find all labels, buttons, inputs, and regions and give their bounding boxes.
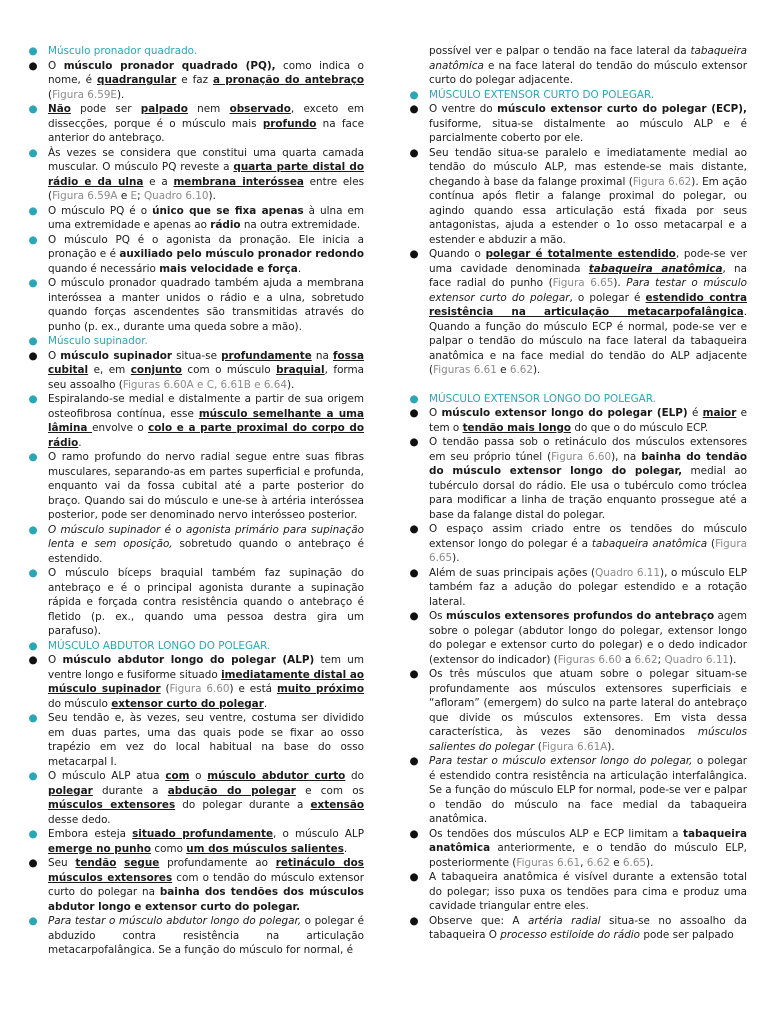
bullet-icon: ● <box>28 857 38 869</box>
spacer <box>409 378 747 392</box>
bullet-icon: ● <box>28 204 38 217</box>
bullet-icon: ● <box>28 45 38 57</box>
heading-extensor-longo: ● MÚSCULO EXTENSOR LONGO DO POLEGAR. <box>409 392 656 405</box>
bullet-icon: ● <box>28 59 38 72</box>
left-column <box>28 44 364 958</box>
bullet-icon: ● <box>28 567 38 579</box>
list-item: ● Além de suas principais ações (Quadro 6.11), o músculo ELP também faz a adução do polegar estendido e a rotação lateral. <box>409 566 748 608</box>
bullet-icon: ● <box>28 523 38 536</box>
bullet-icon: ● <box>409 668 419 680</box>
list-item: ● Seu tendão situa-se paralelo e imediatamente medial ao tendão do músculo ALP, mas estende-se mais distante, chegando à base da falange proximal (Figura 6.62). Em ação contínua após fletir a falange proximal do polegar, ou agindo quando essa articulação está fixada por seus antagonistas, ajuda a estender o 1o osso metacarpal e a estender e abduzir a mão. <box>409 146 747 246</box>
list-item: ● Os três músculos que atuam sobre o polegar situam-se profundamente aos músculos extensores superficiais e “afloram” (emergem) do sulco na parte lateral do antebraço que divide os músculos extensores. Em vista dessa característica, às vezes são denominados músculos salientes do polegar (Figura 6.61A). <box>409 668 747 753</box>
bullet-icon: ● <box>409 827 419 840</box>
bullet-icon: ● <box>28 451 38 463</box>
bullet-icon: ● <box>28 828 38 840</box>
list-item: ● O músculo supinador é o agonista primário para supinação lenta e sem oposição, sobretudo quando o antebraço é estendido. <box>28 523 364 565</box>
list-item: ● O músculo pronador quadrado (PQ), como indica o nome, é quadrangular e faz a pronação do antebraço (Figura 6.59E). <box>28 59 365 101</box>
list-item: ● O ventre do músculo extensor curto do polegar (ECP), fusiforme, situa-se distalmente ao músculo ALP e é parcialmente coberto por ele. <box>409 103 747 144</box>
heading-supinador: ● Músculo supinador. <box>28 335 148 347</box>
bullet-icon: ● <box>28 654 38 666</box>
list-item: ● Às vezes se considera que constitui uma quarta camada muscular. O músculo PQ reveste a quarta parte distal do rádio e da ulna e a membrana interóssea entre eles (Figura 6.59A e E; Quadro 6.10). <box>28 146 364 202</box>
list-item: ● Para testar o músculo extensor longo do polegar, o polegar é estendido contra resistência na articulação interfalângica. Se a função do músculo ELP for normal, pode-se ver e palpar o tendão do músculo na face medial da tabaqueira anatômica. <box>409 755 747 825</box>
bullet-icon: ● <box>409 610 419 622</box>
continued-paragraph: possível ver e palpar o tendão na face lateral da tabaqueira anatômica e na face lateral do tendão do músculo extensor curto do polegar adjacente. <box>429 45 747 86</box>
list-item: ● O espaço assim criado entre os tendões do músculo extensor longo do polegar é a tabaqueira anatômica (Figura 6.65). <box>409 523 747 564</box>
list-item: ● O músculo PQ é o agonista da pronação. Ele inicia a pronação e é auxiliado pelo músculo pronador redondo quando é necessário mais velocidade e força. <box>28 233 364 275</box>
bullet-icon: ● <box>28 349 38 362</box>
list-item: ● Embora esteja situado profundamente, o músculo ALP emerge no punho como um dos músculos salientes. <box>28 828 364 855</box>
bullet-icon: ● <box>28 103 38 115</box>
list-item: ● Os músculos extensores profundos do antebraço agem sobre o polegar (abdutor longo do polegar, extensor longo do polegar e extensor curto do polegar) e o dedo indicador (extensor do indicador) (Figuras 6.60 a 6.62; Quadro 6.11). <box>409 610 748 666</box>
bullet-icon: ● <box>409 914 419 927</box>
bullet-icon: ● <box>409 146 419 159</box>
bullet-icon: ● <box>28 233 38 246</box>
bullet-icon: ● <box>409 407 419 419</box>
list-item: ● O músculo abdutor longo do polegar (ALP) tem um ventre longo e fusiforme situado imediatamente distal ao músculo supinador (Figura 6.60) e está muito próximo do músculo extensor curto do polegar. <box>28 654 365 710</box>
list-item: ● Observe que: A artéria radial situa-se no assoalho da tabaqueira O processo estiloide do rádio pode ser palpado <box>409 914 747 941</box>
bullet-icon: ● <box>409 436 419 448</box>
bullet-icon: ● <box>409 88 419 101</box>
list-item: ● O músculo PQ é o único que se fixa apenas à ulna em uma extremidade e apenas ao rádio na outra extremidade. <box>28 204 365 231</box>
list-item: ● A tabaqueira anatômica é visível durante a extensão total do polegar; isso puxa os tendões para cima e produz uma cavidade triangular entre eles. <box>409 871 747 912</box>
bullet-icon: ● <box>28 915 38 927</box>
list-item: ● O músculo ALP atua com o músculo abdutor curto do polegar durante a abdução do polegar e com os músculos extensores do polegar durante a extensão desse dedo. <box>28 770 364 826</box>
bullet-icon: ● <box>409 523 419 535</box>
list-item: ● O músculo extensor longo do polegar (ELP) é maior e tem o tendão mais longo do que o do músculo ECP. <box>409 407 748 434</box>
list-item: ● Não pode ser palpado nem observado, exceto em dissecções, porque é o músculo mais profundo na face anterior do antebraço. <box>28 103 364 144</box>
bullet-icon: ● <box>28 277 38 289</box>
heading-pronador-quadrado: ● Músculo pronador quadrado. <box>28 45 198 57</box>
list-item: ● O tendão passa sob o retináculo dos músculos extensores em seu próprio túnel (Figura 6.60), na bainha do tendão do músculo extensor longo do polegar, medial ao tubérculo dorsal do rádio. Ele usa o tubérculo como tróclea para modificar a linha de tração enquanto prossegue até a base da falange distal do polegar. <box>409 436 747 521</box>
bullet-icon: ● <box>409 871 419 883</box>
bullet-icon: ● <box>409 103 419 115</box>
heading-abdutor-longo: ● MÚSCULO ABDUTOR LONGO DO POLEGAR. <box>28 639 271 652</box>
bullet-icon: ● <box>409 566 419 579</box>
bullet-icon: ● <box>28 335 38 347</box>
list-item: ● O músculo supinador situa-se profundamente na fossa cubital e, em conjunto com o músculo braquial, forma seu assoalho (Figuras 6.60A e C, 6.61B e 6.64). <box>28 349 364 391</box>
list-item: ● O músculo bíceps braquial também faz supinação do antebraço e é o principal agonista durante a supinação rápida e forçada contra resistência quando o antebraço é fletido (p. ex., quando uma pessoa destra gira um parafuso). <box>28 567 364 637</box>
list-item: ● Seu tendão segue profundamente ao retináculo dos músculos extensores com o tendão do músculo extensor curto do polegar na bainha dos tendões dos músculos abdutor longo e extensor curto do polegar. <box>28 857 364 913</box>
bullet-icon: ● <box>409 392 419 405</box>
heading-extensor-curto: ● MÚSCULO EXTENSOR CURTO DO POLEGAR. <box>409 88 655 101</box>
list-item: ● O ramo profundo do nervo radial segue entre suas fibras musculares, separando-as em partes superficial e profunda, enquanto vai da fossa cubital até a parte posterior do braço. Quando sai do músculo e une-se à artéria interóssea posterior, pode ser denominado nervo interósseo posterior. <box>28 451 364 521</box>
bullet-icon: ● <box>28 712 38 724</box>
list-item: ● Quando o polegar é totalmente estendido, pode-se ver uma cavidade denominada tabaqueira anatômica, na face radial do punho (Figura 6.65). Para testar o músculo extensor curto do polegar, o polegar é estendido contra resistência na articulação metacarpofalângica. Quando a função do músculo ECP é normal, pode-se ver e palpar o tendão do músculo na face lateral da tabaqueira anatômica e na face medial do tendão do ALP adjacente (Figuras 6.61 e 6.62). <box>409 248 748 376</box>
list-item: ● Os tendões dos músculos ALP e ECP limitam a tabaqueira anatômica anteriormente, e o tendão do músculo ELP, posteriormente (Figuras 6.61, 6.62 e 6.65). <box>409 827 747 869</box>
bullet-icon: ● <box>28 393 38 405</box>
list-item: ● Para testar o músculo abdutor longo do polegar, o polegar é abduzido contra resistência na articulação metacarpofalângica. Se a função do músculo for normal, é <box>28 915 364 956</box>
list-item: ● Espiralando-se medial e distalmente a partir de sua origem osteofibrosa contínua, esse músculo semelhante a uma lâmina envolve o colo e a parte proximal do corpo do rádio. <box>28 393 364 449</box>
bullet-icon: ● <box>409 755 419 767</box>
bullet-icon: ● <box>409 248 419 260</box>
list-item: ● Seu tendão e, às vezes, seu ventre, costuma ser dividido em duas partes, uma das quais pode se fixar ao osso trapézio em vez do local habitual na base do osso metacarpal I. <box>28 712 364 768</box>
bullet-icon: ● <box>28 770 38 782</box>
bullet-icon: ● <box>28 639 38 652</box>
list-item: ● O músculo pronador quadrado também ajuda a membrana interóssea a manter unidos o rádio e a ulna, sobretudo quando forças ascendentes são transmitidas através do punho (p. ex., durante uma queda sobre a mão). <box>28 277 364 333</box>
bullet-icon: ● <box>28 146 38 159</box>
right-column <box>409 44 747 943</box>
